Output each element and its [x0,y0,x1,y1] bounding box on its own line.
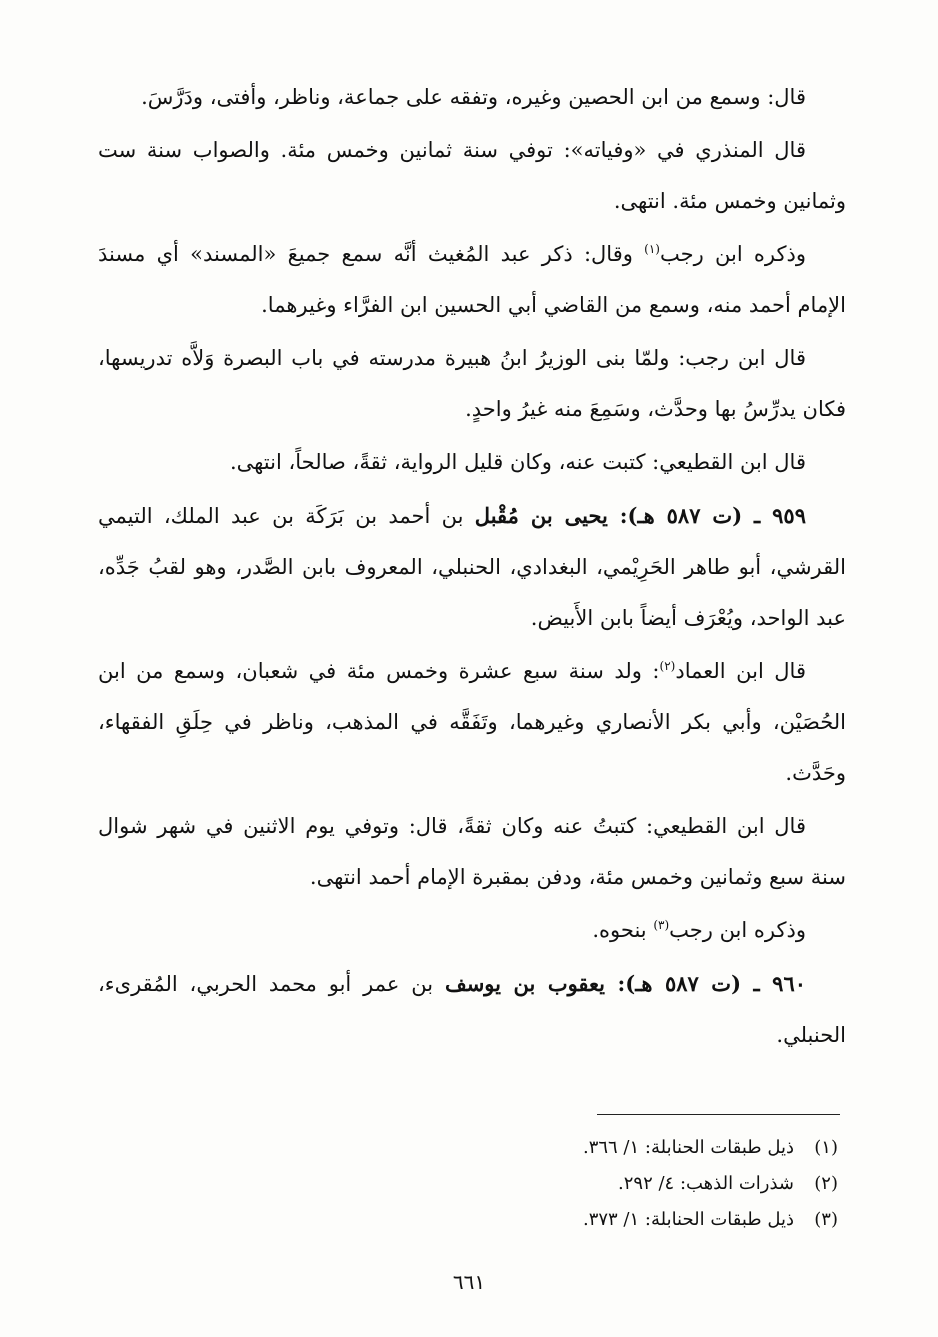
entry-959 [98,490,846,644]
footnote-1 [418,1130,838,1166]
footnotes [418,1130,838,1238]
paragraph-9 [98,905,846,956]
paragraph-text: قال: وسمع من ابن الحصين وغيره، وتفقه على جماعة، وناظر، وأفتى، ودَرَّسَ. [141,85,806,109]
main-text [98,72,846,1063]
paragraph-5 [98,437,846,488]
entry-960 [98,958,846,1061]
entry-heading: ٩٦٠ ـ (ت ٥٨٧ هـ): يعقوب بن يوسف [444,971,807,996]
footnote-3 [418,1202,838,1238]
page-number: ٦٦١ [452,1270,486,1294]
paragraph-8 [98,801,846,903]
paragraph-7 [98,646,846,799]
footnote-ref-1[interactable]: (١) [644,242,660,256]
paragraph-text: وقال: ذكر عبد المُغيث أنَّه سمع جميعَ «المسند» أي مسندَ الإمام أحمد منه، وسمع من القاضي أبي الحسين ابن الفرَّاء وغيرهما. [98,242,846,317]
paragraph-text: بنحوه. [592,918,654,942]
footnote-ref-3[interactable]: (٣) [653,918,670,932]
footnote-text: ذيل طبقات الحنابلة: ١/ ٣٧٣. [582,1209,794,1230]
paragraph-1 [98,72,846,123]
footnote-divider [597,1114,840,1115]
paragraph-text: قال المنذري في «وفياته»: توفي سنة ثمانين وخمس مئة. والصواب سنة ست وثمانين وخمس مئة. انتهى. [98,138,846,213]
paragraph-3 [98,229,846,331]
paragraph-text: قال ابن رجب: ولمّا بنى الوزيرُ ابنُ هبيرة مدرسته في باب البصرة وَلاَّه تدريسها، فكان يدرِّسُ بها وحدَّث، وسَمِعَ منه غيرُ واحدٍ. [98,346,846,421]
paragraph-2 [98,125,846,227]
paragraph-text: قال ابن العماد [675,659,806,683]
footnote-number: (٢) [814,1173,838,1194]
paragraph-text: وذكره ابن رجب [669,918,806,942]
footnote-text: ذيل طبقات الحنابلة: ١/ ٣٦٦. [582,1137,794,1158]
paragraph-4 [98,333,846,435]
entry-text: بن عمر أبو محمد الحربي، المُقرىء، الحنبلي. [98,972,846,1047]
entry-text: بن أحمد بن بَرَكَة بن عبد الملك، التيمي القرشي، أبو طاهر الحَرِيْمي، البغدادي، الحنبلي، المعروف بابن الصَّدر، وهو لقبُ جَدِّه، عبد الواحد، ويُعْرَف أيضاً بابن الأَبيض. [98,504,846,630]
paragraph-text: : ولد سنة سبع عشرة وخمس مئة في شعبان، وسمع من ابن الحُصَيْن، وأبي بكر الأنصاري وغيرهما، وتَفَقَّه في المذهب، وناظر في حِلَقِ الفقهاء، وحَدَّث. [98,659,846,785]
paragraph-text: وذكره ابن رجب [659,242,807,266]
footnote-2 [418,1166,838,1202]
footnote-number: (١) [814,1137,838,1158]
paragraph-text: قال ابن القطيعي: كتبتُ عنه وكان ثقةً، قال: وتوفي يوم الاثنين في شهر شوال سنة سبع وثمانين وخمس مئة، ودفن بمقبرة الإمام أحمد انتهى. [98,814,846,889]
footnote-number: (٣) [814,1209,838,1230]
paragraph-text: قال ابن القطيعي: كتبت عنه، وكان قليل الرواية، ثقةً، صالحاً، انتهى. [229,450,806,474]
footnote-ref-2[interactable]: (٢) [659,659,676,673]
footnote-text: شذرات الذهب: ٤/ ٢٩٢. [618,1173,794,1194]
entry-heading: ٩٥٩ ـ (ت ٥٨٧ هـ): يحيى بن مُقْبل [474,503,806,528]
